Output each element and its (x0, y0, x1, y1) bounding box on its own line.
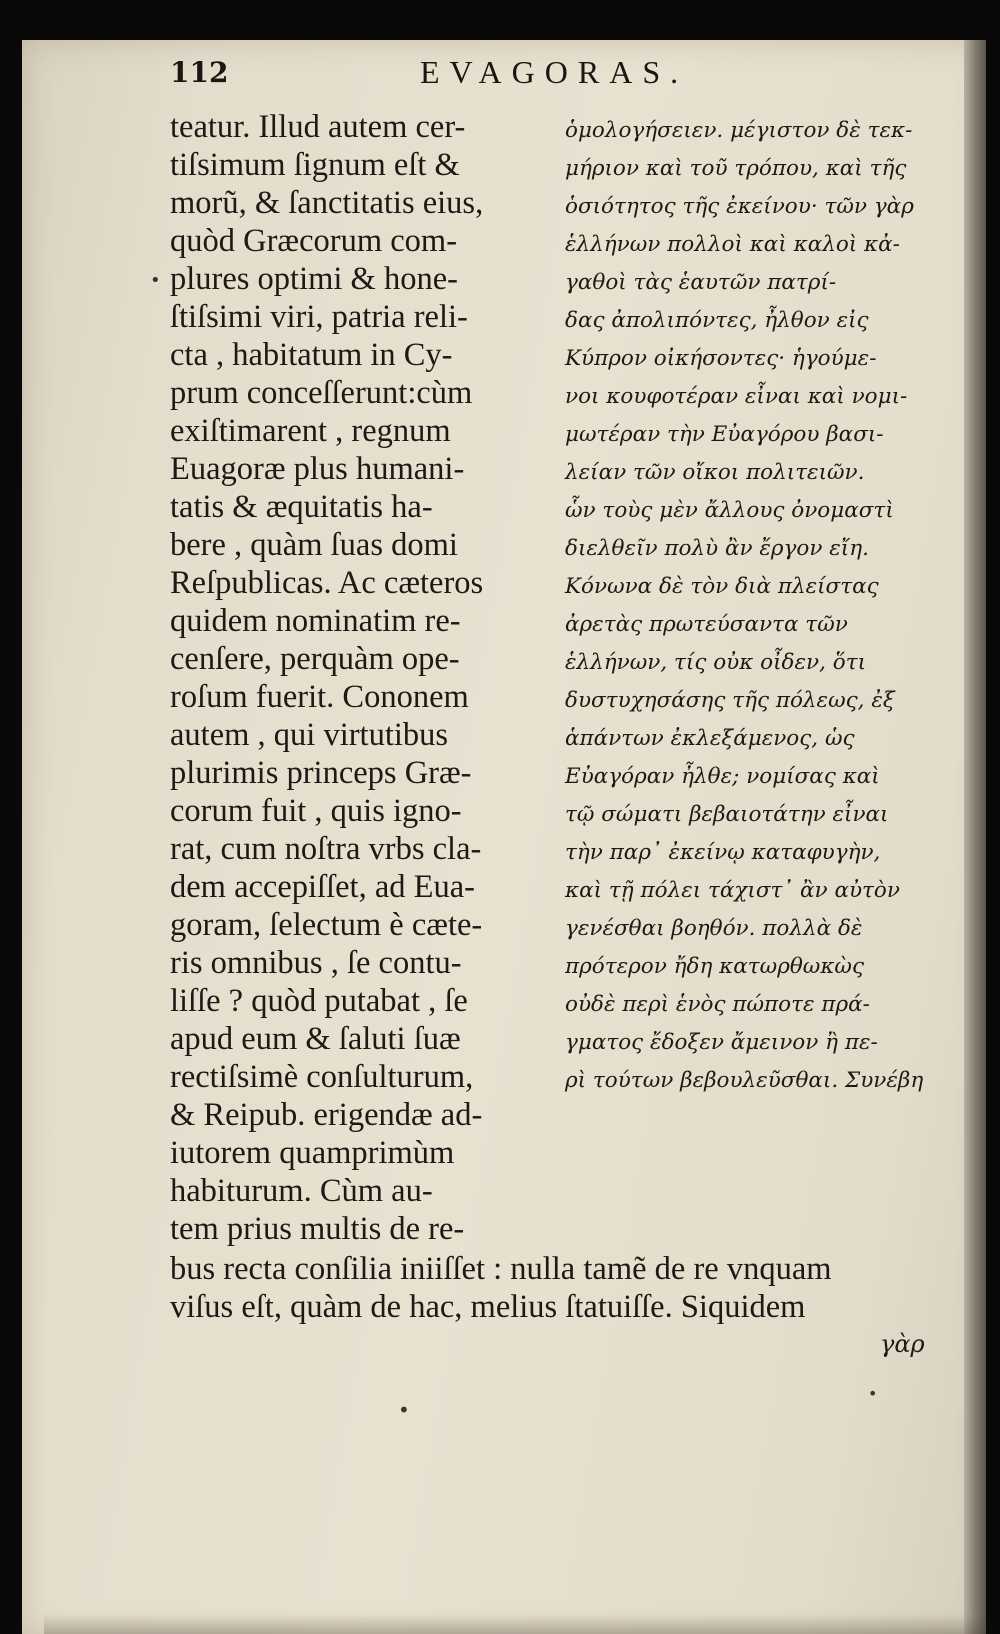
ink-speck: • (868, 1384, 878, 1403)
latin-line: goram, ſelectum è cæte- (170, 907, 483, 943)
latin-line: tiſsimum ſignum eſt & (170, 147, 460, 183)
latin-line: plures optimi & hone- (170, 261, 458, 297)
latin-line: & Reipub. erigendæ ad- (170, 1097, 483, 1133)
page-header (170, 56, 690, 96)
greek-line: τῷ σώματι βεβαιοτάτην εἶναι (565, 802, 889, 827)
latin-line: tatis & æquitatis ha- (170, 489, 433, 525)
greek-line: ὁσιότητος τῆς ἐκείνου· τῶν γὰρ (565, 194, 914, 219)
latin-line: bere , quàm ſuas domi (170, 527, 458, 563)
greek-line: ὧν τοὺς μὲν ἄλλους ὀνομαστὶ (565, 498, 894, 523)
latin-line: prum conceſſerunt:cùm (170, 375, 473, 411)
latin-line: apud eum & ſaluti ſuæ (170, 1021, 461, 1057)
greek-line: Κόνωνα δὲ τὸν διὰ πλείστας (565, 574, 879, 599)
latin-line: ris omnibus , ſe contu- (170, 945, 462, 981)
greek-line: Κύπρον οἰκήσοντες· ἡγούμε- (565, 346, 877, 371)
greek-line: γαθοὶ τὰς ἑαυτῶν πατρί- (565, 270, 837, 295)
full-width-line: viſus eſt, quàm de hac, melius ſtatuiſſe. Siquidem (170, 1289, 806, 1325)
latin-line: roſum fuerit. Cononem (170, 679, 469, 715)
greek-line: ἑλλήνων, τίς οὐκ οἶδεν, ὅτι (565, 650, 867, 675)
latin-line: autem , qui virtutibus (170, 717, 449, 753)
latin-line: tem prius multis de re- (170, 1211, 465, 1247)
greek-line: πρότερον ἤδη κατωρθωκὼς (565, 954, 865, 979)
greek-line: δας ἀπολιπόντες, ἦλθον εἰς (565, 308, 869, 333)
ink-speck: • (398, 1398, 410, 1422)
latin-line: plurimis princeps Græ- (170, 755, 472, 791)
page-edge-shadow (964, 40, 986, 1634)
greek-line: δυστυχησάσης τῆς πόλεως, ἐξ (565, 688, 895, 713)
margin-mark: • (150, 270, 161, 291)
catchword: γὰρ (880, 1330, 925, 1358)
greek-line: ἁπάντων ἐκλεξάμενος, ὡς (565, 726, 855, 751)
greek-line: γματος ἔδοξεν ἄμεινον ἢ πε- (565, 1030, 878, 1055)
latin-line: exiſtimarent , regnum (170, 413, 451, 449)
latin-line: dem accepiſſet, ad Eua- (170, 869, 475, 905)
greek-line: Εὐαγόραν ἦλθε; νομίσας καὶ (565, 764, 880, 789)
greek-line: οὐδὲ περὶ ἑνὸς πώποτε πρά- (565, 992, 870, 1017)
latin-line: corum fuit , quis igno- (170, 793, 462, 829)
greek-line: ρὶ τούτων βεβουλεῦσθαι. Συνέβη (565, 1068, 924, 1093)
latin-line: quidem nominatim re- (170, 603, 461, 639)
greek-line: μήριον καὶ τοῦ τρόπου, καὶ τῆς (565, 156, 907, 181)
greek-line: ἑλλήνων πολλοὶ καὶ καλοὶ κἀ- (565, 232, 900, 257)
greek-line: μωτέραν τὴν Εὐαγόρου βασι- (565, 422, 884, 447)
latin-line: cenſere, perquàm ope- (170, 641, 460, 677)
latin-line: ſtiſsimi viri, patria reli- (170, 299, 468, 335)
latin-line: quòd Græcorum com- (170, 223, 458, 259)
latin-line: iutorem quamprimùm (170, 1135, 455, 1171)
running-head: EVAGORAS. (420, 54, 689, 90)
latin-line: teatur. Illud autem cer- (170, 109, 466, 145)
greek-line: γενέσθαι βοηθόν. πολλὰ δὲ (565, 916, 863, 941)
page-number: 112 (170, 56, 229, 89)
page-bottom-shadow (44, 1614, 986, 1634)
latin-line: liſſe ? quòd putabat , ſe (170, 983, 468, 1019)
greek-line: ἀρετὰς πρωτεύσαντα τῶν (565, 612, 848, 637)
latin-line: morũ, & ſanctitatis eius, (170, 185, 484, 221)
latin-line: habiturum. Cùm au- (170, 1173, 433, 1209)
latin-line: rat, cum noſtra vrbs cla- (170, 831, 482, 867)
greek-line: διελθεῖν πολὺ ἂν ἔργον εἴη. (565, 536, 869, 561)
greek-line: νοι κουφοτέραν εἶναι καὶ νομι- (565, 384, 908, 409)
latin-line: Reſpublicas. Ac cæteros (170, 565, 484, 601)
greek-text-column (565, 112, 955, 1100)
greek-line: τὴν παρ᾽ ἐκείνῳ καταφυγὴν, (565, 840, 881, 865)
latin-line: Euagoræ plus humani- (170, 451, 465, 487)
greek-line: λείαν τῶν οἴκοι πολιτειῶν. (565, 460, 865, 485)
full-width-line: bus recta conſilia iniiſſet : nulla tamẽ de re vnquam (170, 1251, 832, 1287)
greek-line: καὶ τῇ πόλει τάχιστ᾽ ἂν αὐτὸν (565, 878, 900, 903)
latin-text-column (170, 108, 560, 1248)
greek-line: ὁμολογήσειεν. μέγιστον δὲ τεκ- (565, 118, 913, 143)
latin-line: rectiſsimè conſulturum, (170, 1059, 474, 1095)
latin-line: cta , habitatum in Cy- (170, 337, 453, 373)
